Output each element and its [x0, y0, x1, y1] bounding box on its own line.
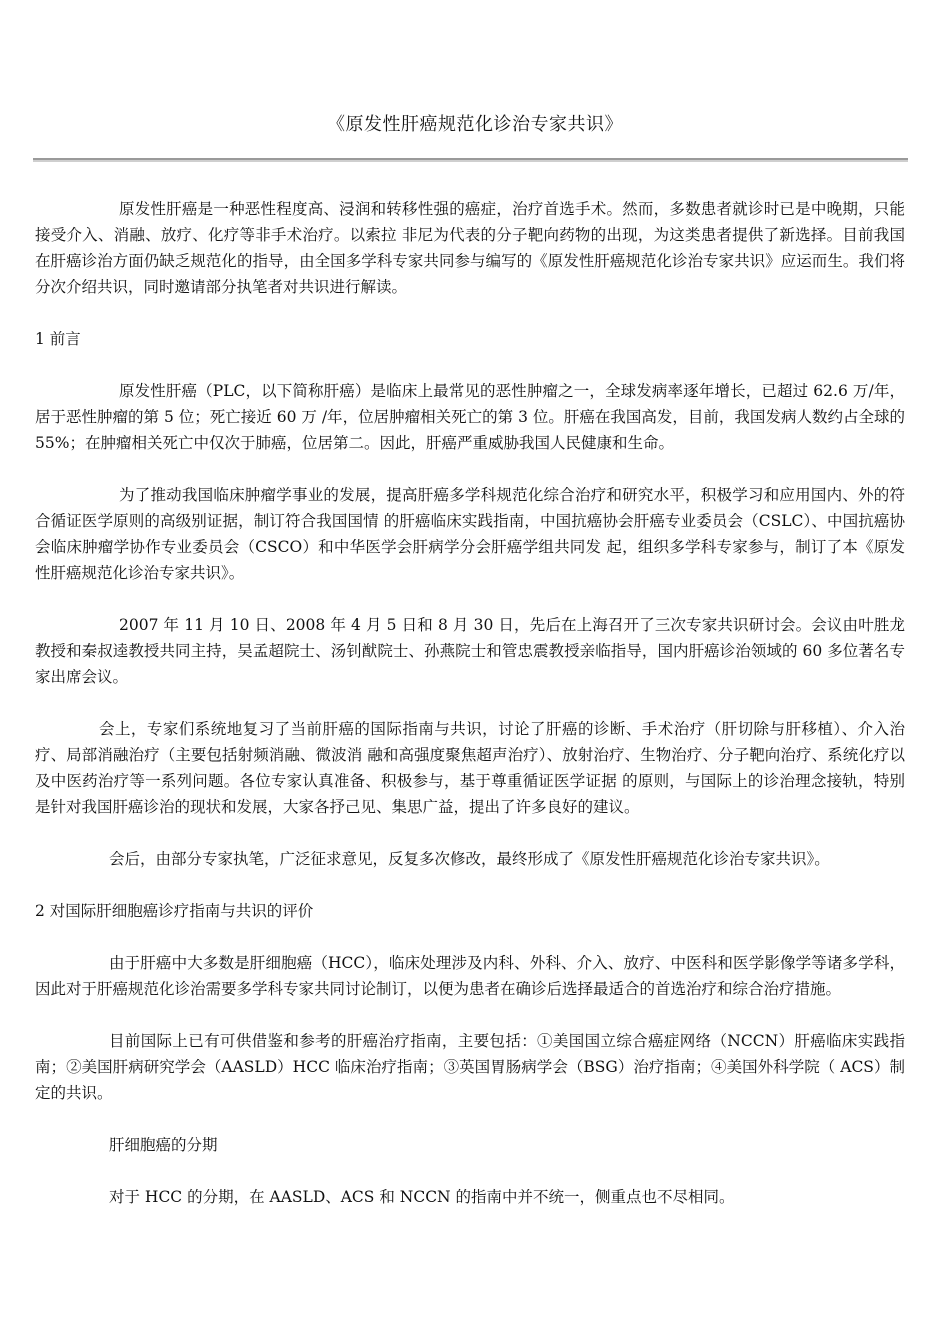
section-1-paragraph-3: 2007 年 11 月 10 日、2008 年 4 月 5 日和 8 月 30 日，先后在上海召开了三次专家共识研讨会。会议由叶胜龙教授和秦叔逵教授共同主持，吴孟超院士、汤钊猷院士、孙燕院士和管忠震教授亲临指导，国内肝癌诊治领域的 60 多位著名专家出席会议。 [35, 616, 905, 686]
section-2-paragraph-1: 由于肝癌中大多数是肝细胞癌（HCC），临床处理涉及内科、外科、介入、放疗、中医科和医学影像学等诸多学科，因此对于肝癌规范化诊治需要多学科专家共同讨论制订，以便为患者在确诊后选择最适合的首选治疗和综合治疗措施。 [35, 954, 905, 998]
section-2-heading: 2 对国际肝细胞癌诊疗指南与共识的评价 [35, 902, 314, 920]
document-body [35, 196, 905, 1236]
section-1-heading: 1 前言 [35, 330, 81, 348]
section-2-staging-paragraph: 对于 HCC 的分期，在 AASLD、ACS 和 NCCN 的指南中并不统一，侧重点也不尽相同。 [109, 1188, 735, 1206]
section-1-paragraph-5: 会后，由部分专家执笔，广泛征求意见，反复多次修改，最终形成了《原发性肝癌规范化诊治专家共识》。 [109, 850, 830, 868]
document-title: 《原发性肝癌规范化诊治专家共识》 [327, 114, 623, 135]
section-1-paragraph-2: 为了推动我国临床肿瘤学事业的发展，提高肝癌多学科规范化综合治疗和研究水平，积极学习和应用国内、外的符合循证医学原则的高级别证据，制订符合我国国情 的肝癌临床实践指南，中国抗癌协会肝癌专业委员会（CSLC）、中国抗癌协会临床肿瘤学协作专业委员会（CSCO）和中华医学会肝病学分会肝癌学组共同发 起，组织多学科专家参与，制订了本《原发性肝癌规范化诊治专家共识》。 [35, 486, 905, 582]
title-divider [33, 158, 908, 162]
section-2-subheading: 肝细胞癌的分期 [109, 1136, 218, 1154]
section-1-paragraph-1: 原发性肝癌（PLC，以下简称肝癌）是临床上最常见的恶性肿瘤之一，全球发病率逐年增长，已超过 62.6 万/年，居于恶性肿瘤的第 5 位；死亡接近 60 万 /年，位居肿瘤相关死亡的第 3 位。肝癌在我国高发，目前，我国发病人数约占全球的 55%；在肿瘤相关死亡中仅次于肺癌，位居第二。因此，肝癌严重威胁我国人民健康和生命。 [35, 382, 905, 452]
section-2-paragraph-2: 目前国际上已有可供借鉴和参考的肝癌治疗指南，主要包括：①美国国立综合癌症网络（NCCN）肝癌临床实践指南；②美国肝病研究学会（AASLD）HCC 临床治疗指南；③英国胃肠病学会（BSG）治疗指南；④美国外科学院（ ACS）制定的共识。 [35, 1032, 905, 1102]
section-1-paragraph-4: 会上，专家们系统地复习了当前肝癌的国际指南与共识，讨论了肝癌的诊断、手术治疗（肝切除与肝移植）、介入治疗、局部消融治疗（主要包括射频消融、微波消 融和高强度聚焦超声治疗）、放射治疗、生物治疗、分子靶向治疗、系统化疗以及中医药治疗等一系列问题。各位专家认真准备、积极参与，基于尊重循证医学证据 的原则，与国际上的诊治理念接轨，特别是针对我国肝癌诊治的现状和发展，大家各抒己见、集思广益，提出了许多良好的建议。 [35, 720, 905, 816]
intro-paragraph: 原发性肝癌是一种恶性程度高、浸润和转移性强的癌症，治疗首选手术。然而，多数患者就诊时已是中晚期，只能接受介入、消融、放疗、化疗等非手术治疗。以索拉 非尼为代表的分子靶向药物的出现，为这类患者提供了新选择。目前我国在肝癌诊治方面仍缺乏规范化的指导，由全国多学科专家共同参与编写的《原发性肝癌规范化诊治专家共识》应运而生。我们将分次介绍共识，同时邀请部分执笔者对共识进行解读。 [35, 200, 905, 296]
